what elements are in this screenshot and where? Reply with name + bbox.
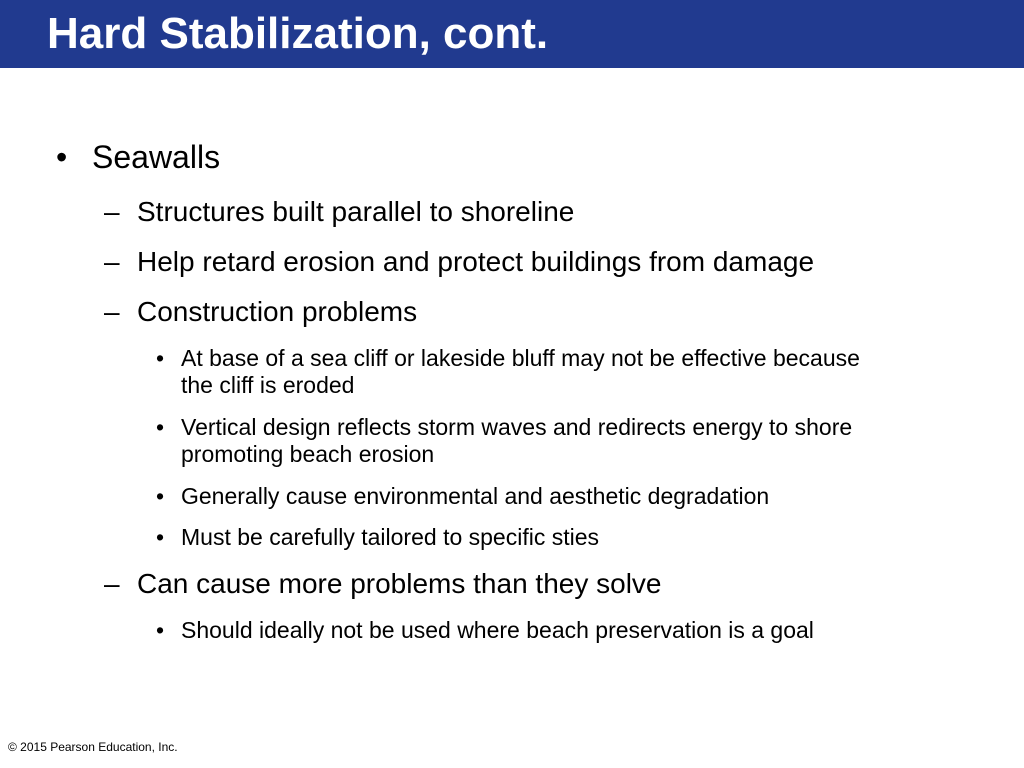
title-bar — [0, 0, 1024, 68]
dash-marker: – — [104, 196, 120, 227]
point-text: Should ideally not be used where beach preservation is a goal — [181, 617, 814, 643]
subbullet-text: Construction problems — [137, 296, 418, 327]
point-text-line2: promoting beach erosion — [181, 441, 435, 467]
subbullet-text: Structures built parallel to shoreline — [137, 196, 575, 227]
point-text: Must be carefully tailored to specific sties — [181, 524, 600, 550]
small-bullet-marker: • — [156, 345, 165, 371]
subbullet-text: Can cause more problems than they solve — [137, 568, 662, 599]
point-text: Generally cause environmental and aesthetic degradation — [181, 483, 770, 509]
dash-marker: – — [104, 246, 120, 277]
point-text-line2: the cliff is eroded — [181, 372, 355, 398]
small-bullet-marker: • — [156, 414, 165, 440]
dash-marker: – — [104, 296, 120, 327]
small-bullet-marker: • — [156, 617, 165, 643]
small-bullet-marker: • — [156, 524, 165, 550]
bullet-marker: • — [56, 139, 68, 175]
subbullet-text: Help retard erosion and protect buildings from damage — [137, 246, 815, 277]
bullet-text: Seawalls — [92, 139, 221, 175]
small-bullet-marker: • — [156, 483, 165, 509]
dash-marker: – — [104, 568, 120, 599]
point-text-line1: Vertical design reflects storm waves and redirects energy to shore — [181, 414, 853, 440]
point-text-line1: At base of a sea cliff or lakeside bluff may not be effective because — [181, 345, 860, 371]
slide-title: Hard Stabilization, cont. — [47, 9, 549, 58]
copyright-footer: © 2015 Pearson Education, Inc. — [8, 740, 178, 754]
